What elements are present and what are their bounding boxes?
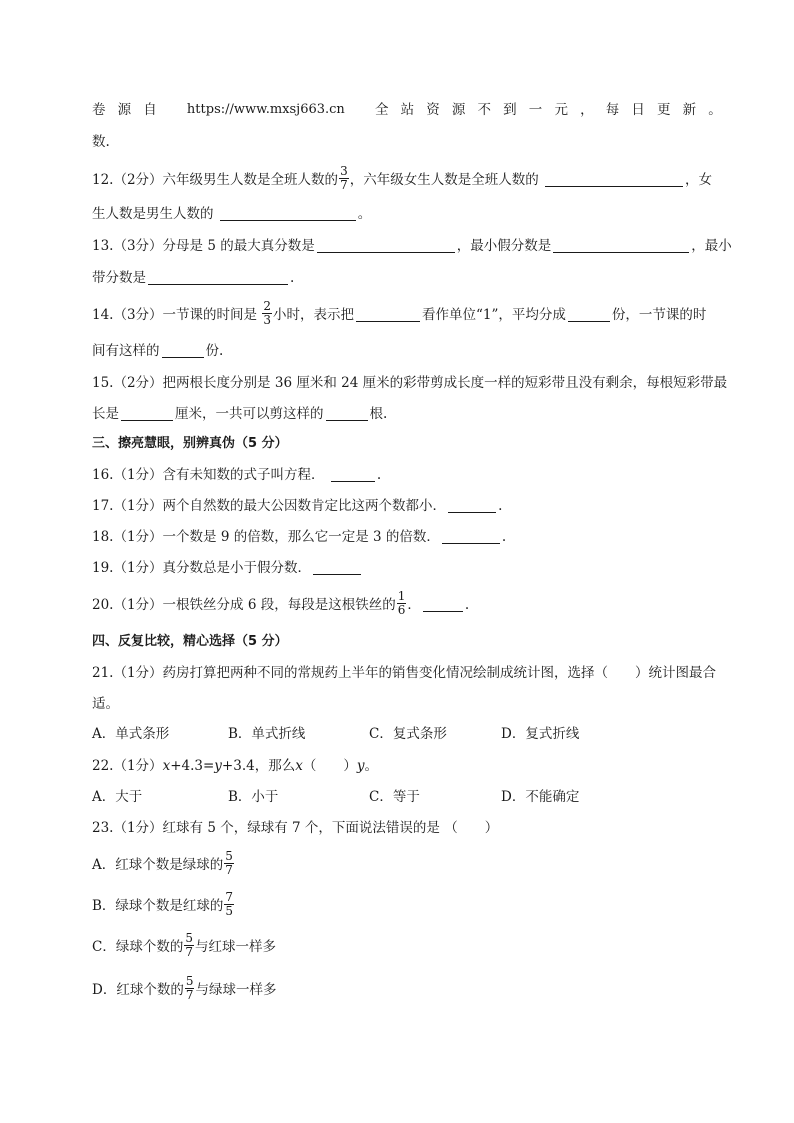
question-15-text: 长是 [92,406,119,422]
header-char: 不 [477,102,492,118]
question-15-line2 [92,404,722,424]
question-19-text: 19.（1分）真分数总是小于假分数． [92,560,312,576]
question-21-line1: 21.（1分）药房打算把两种不同的常规药上半年的销售变化情况绘制成统计图，选择（ ）统计图最合 [92,665,717,681]
answer-blank[interactable] [326,406,368,421]
fraction [185,975,195,1002]
question-16-text: . [376,467,382,483]
question-21-line2: 适。 [92,696,119,712]
header-char: ， [580,102,594,118]
header-char: 源 [117,102,132,118]
fraction-numerator: 2 [263,299,271,313]
question-13-line1 [92,236,732,256]
header-char: 新 [682,102,697,118]
question-22-text: 。 [364,758,378,774]
question-22-text: +3.4，那么 [221,758,296,774]
option-text: A．红球个数是绿球的 [92,857,224,873]
option-a[interactable]: A．单式条形 [92,726,170,742]
answer-paren[interactable]: （ ） [302,758,357,774]
question-14-text: 看作单位“1”，平均分成 [422,307,566,323]
option-text: B．绿球个数是红球的 [92,898,224,914]
fraction-denominator: 5 [225,904,234,918]
question-18-text: 18.（1分）一个数是 9 的倍数，那么它一定是 3 的倍数． [92,529,440,545]
header-char: 元 [554,102,568,118]
section-4-heading: 四、反复比较，精心选择（5 分） [92,634,288,649]
header-char: 日 [631,102,645,118]
answer-blank[interactable] [442,529,500,544]
header-char: 全 [374,102,389,118]
question-12-text: 12.（2分）六年级男生人数是全班人数的 [92,172,339,188]
fraction-numerator: 5 [185,931,193,945]
question-15-text: 厘米，一共可以剪这样的 [175,406,324,422]
option-text: C．绿球个数的 [92,939,184,955]
header-char: 一 [528,102,543,118]
answer-blank[interactable] [423,597,463,612]
question-12-text: 。 [357,206,372,222]
fraction-denominator: 6 [397,603,406,617]
fraction-numerator: 7 [225,890,234,904]
fraction [339,165,349,192]
fraction-denominator: 7 [185,988,194,1002]
question-14-text: 份. [205,343,224,359]
question-13-text: . [290,270,295,286]
option-c[interactable] [92,931,276,961]
question-15-text: 根. [369,406,388,422]
option-text: 与绿球一样多 [195,982,277,998]
answer-blank[interactable] [545,172,683,187]
fraction-denominator: 7 [225,863,233,877]
question-18-text: . [501,529,507,545]
header-char: 更 [657,102,671,118]
fraction-numerator: 1 [397,589,406,603]
header-char: 到 [503,102,517,118]
fraction-denominator: 7 [185,945,193,959]
option-c[interactable]: C．复式条形 [369,726,447,742]
question-22-text: +4.3= [170,758,215,774]
answer-blank[interactable] [317,238,455,253]
fraction [397,590,407,617]
question-20-text: ． [407,597,421,613]
option-text: D．红球个数的 [92,982,184,998]
question-14-text: 小时，表示把 [273,307,354,323]
section-3-heading: 三、擦亮慧眼，别辨真伪（5 分） [92,436,288,451]
question-19 [92,558,722,578]
option-a[interactable] [92,849,235,879]
question-13-text: 带分数是 [92,270,146,286]
variable-x: x [162,758,171,774]
fraction-numerator: 5 [185,974,194,988]
question-13-text: ，最小假分数是 [456,238,552,254]
question-20 [92,589,722,619]
answer-blank[interactable] [553,238,689,253]
option-d[interactable]: D．复式折线 [501,726,580,742]
option-d[interactable]: D．不能确定 [501,789,580,805]
question-18 [92,527,722,547]
fraction-denominator: 3 [263,313,271,327]
header-continuation: 数. [92,134,110,150]
answer-blank[interactable] [313,560,361,575]
question-13-text: ，最小 [691,238,732,254]
header-char: 卷 [92,102,106,118]
option-b[interactable] [92,890,235,920]
question-12-text: 生人数是男生人数的 [92,206,214,222]
option-b[interactable]: B．单式折线 [228,726,306,742]
question-14-line2 [92,341,722,361]
question-17-text: . [498,498,503,514]
fraction-numerator: 3 [340,164,348,178]
header-line [92,100,722,120]
fraction [184,932,194,959]
variable-x: x [295,758,303,774]
question-17-text: 17.（1分）两个自然数的最大公因数肯定比这两个数都小． [92,498,447,514]
question-20-text: 20.（1分）一根铁丝分成 6 段，每段是这根铁丝的 [92,597,396,613]
question-12-text: ，六年级女生人数是全班人数的 [349,172,539,188]
question-14-text: 份，一节课的时 [611,307,707,323]
question-17 [92,496,722,516]
question-14-text: 间有这样的 [92,343,160,359]
answer-blank[interactable] [220,206,356,221]
option-c[interactable]: C．等于 [369,789,420,805]
question-22 [92,756,722,776]
question-13-line2 [92,268,722,288]
option-d[interactable] [92,974,277,1004]
fraction [262,300,272,327]
header-char: 源 [451,102,466,118]
option-b[interactable]: B．小于 [228,789,279,805]
fraction [224,850,234,877]
variable-y: y [214,758,222,774]
variable-y: y [356,758,365,774]
answer-blank[interactable] [568,307,610,322]
answer-blank[interactable] [162,343,204,358]
option-text: 与红球一样多 [194,939,276,955]
answer-blank[interactable] [148,270,288,285]
answer-blank[interactable] [356,307,420,322]
answer-blank[interactable] [331,467,375,482]
question-16-text: 16.（1分）含有未知数的式子叫方程． [92,467,325,483]
question-15-line1: 15.（2分）把两根长度分别是 36 厘米和 24 厘米的彩带剪成长度一样的短彩带且没有剩余，每根短彩带最 [92,375,728,391]
header-char: 站 [400,102,415,118]
header-char: 每 [605,102,620,118]
fraction-numerator: 5 [225,849,233,863]
question-23: 23.（1分）红球有 5 个，绿球有 7 个，下面说法错误的是 （ ） [92,820,499,836]
header-char: 。 [708,102,722,118]
header-url[interactable]: https://www.mxsj663.cn [186,102,345,117]
answer-blank[interactable] [448,498,496,513]
question-14-line1 [92,299,722,329]
question-12-line2 [92,204,722,224]
header-char: 自 [143,102,157,118]
question-12-line1 [92,164,722,194]
question-12-text: ，女 [685,172,712,188]
question-20-text: . [464,597,470,613]
question-22-text: 22.（1分） [92,758,163,774]
question-14-text: 14.（3分）一节课的时间是 [92,307,258,323]
question-13-text: 13.（3分）分母是 5 的最大真分数是 [92,238,315,254]
fraction [224,891,234,918]
fraction-denominator: 7 [340,178,348,192]
answer-blank[interactable] [121,406,173,421]
option-a[interactable]: A．大于 [92,789,143,805]
header-char: 资 [426,102,440,118]
question-16 [92,465,722,485]
